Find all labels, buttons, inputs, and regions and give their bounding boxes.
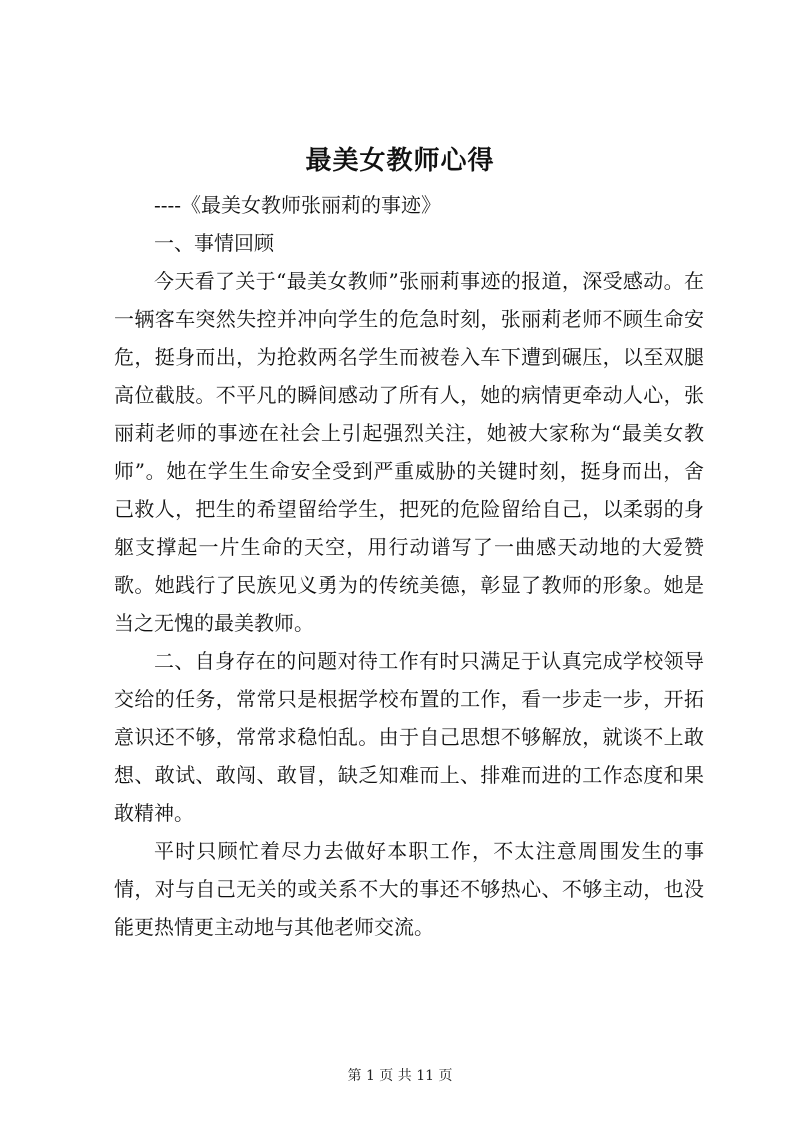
section-heading: 一、事情回顾	[154, 231, 274, 255]
paragraph: 平时只顾忙着尽力去做好本职工作，不太注意周围发生的事情，对与自己无关的或关系不大的事还不够热心、不够主动，也没能更热情更主动地与其他老师交流。	[114, 839, 704, 939]
page-footer: 第 1 页 共 11 页	[347, 1068, 453, 1084]
document-title: 最美女教师心得	[305, 146, 495, 176]
subtitle: ----《最美女教师张丽莉的事迹》	[154, 193, 442, 217]
paragraph: 今天看了关于“最美女教师”张丽莉事迹的报道，深受感动。在一辆客车突然失控并冲向学生的危急时刻，张丽莉老师不顾生命安危，挺身而出，为抢救两名学生而被卷入车下遭到碾压，以至双腿高位截肢。不平凡的瞬间感动了所有人，她的病情更牵动人心，张丽莉老师的事迹在社会上引起强烈关注，她被大家称为“最美女教师”。她在学生生命安全受到严重威胁的关键时刻，挺身而出，舍己救人，把生的希望留给学生，把死的危险留给自己，以柔弱的身躯支撑起一片生命的天空，用行动谱写了一曲感天动地的大爱赞歌。她践行了民族见义勇为的传统美德，彰显了教师的形象。她是当之无愧的最美教师。	[114, 269, 704, 635]
document-body	[114, 186, 704, 946]
paragraph: 二、自身存在的问题对待工作有时只满足于认真完成学校领导交给的任务，常常只是根据学校布置的工作，看一步走一步，开拓意识还不够，常常求稳怕乱。由于自己思想不够解放，就谈不上敢想、敢试、敢闯、敢冒，缺乏知难而上、排难而进的工作态度和果敢精神。	[114, 649, 704, 825]
